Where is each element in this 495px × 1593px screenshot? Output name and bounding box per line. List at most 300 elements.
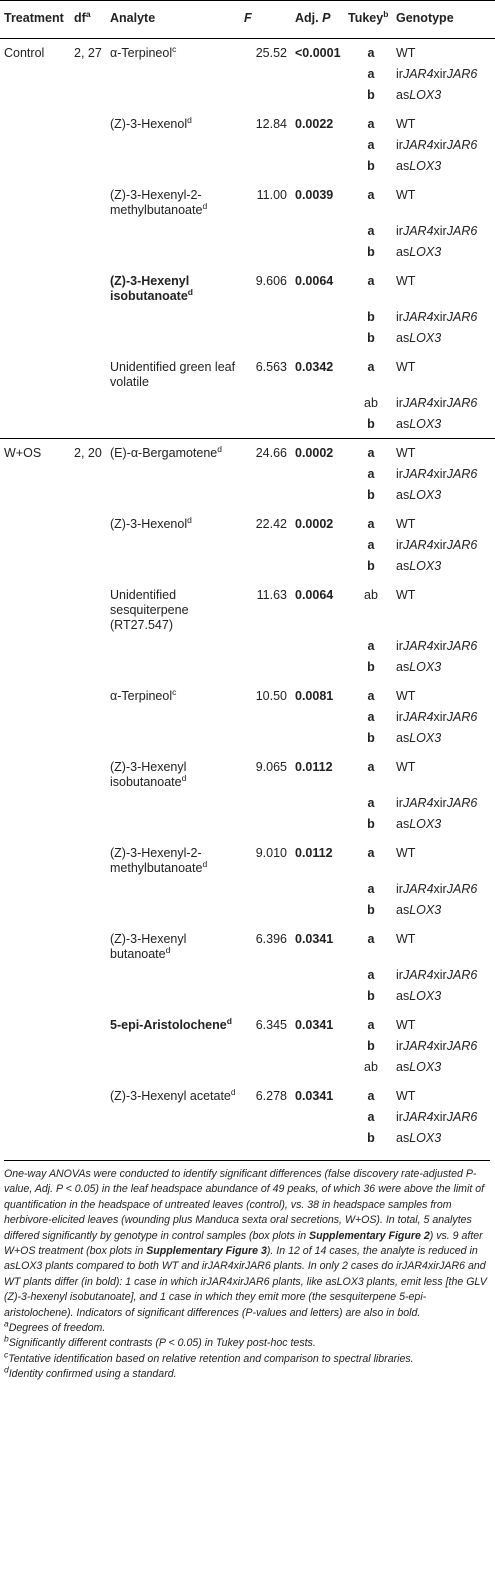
tukey-cell [348, 986, 394, 1010]
tukey-letter: b [367, 989, 375, 1003]
genotype-cell [394, 681, 495, 707]
genotype-cell [394, 485, 495, 509]
genotype-xir: xir [433, 968, 447, 982]
adj-p-cell [292, 728, 348, 752]
genotype-jar6: JAR6 [446, 467, 478, 481]
analyte-cell [110, 1057, 244, 1081]
genotype-cell [394, 109, 495, 135]
analyte-cell [110, 393, 244, 414]
genotype-as-prefix: as [396, 559, 410, 573]
analyte-name: (Z)-3-Hexenyl isobutanoate [110, 274, 190, 303]
genotype-lox3: LOX3 [409, 559, 442, 573]
tukey-letter: a [367, 360, 375, 374]
analyte-footnote-mark: c [172, 43, 177, 54]
adj-p-cell [292, 439, 348, 465]
footnote [4, 1349, 490, 1367]
f-value: 9.010 [255, 846, 287, 860]
table-row [0, 414, 495, 439]
adj-p-cell [292, 1010, 348, 1036]
adj-p-cell [292, 657, 348, 681]
f-value-cell [244, 728, 292, 752]
notes-main: One-way ANOVAs were conducted to identify significant differences (false discovery rate-adjusted P-value, Adj. P < 0.05) in the leaf headspace abundance of 49 peaks, of which 36 were above the limit of quantification in the headspace of untreated leaves (control), vs. 38 in headspace samples from herbivore-elicited leaves (wounding plus Manduca sexta oral secretions, W+OS). In total, 5 analytes differed significantly by genotype in control samples (box plots in Supplementary Figure 2) vs. 9 after W+OS treatment (box plots in Supplementary Figure 3). In 12 of 14 cases, the analyte is reduced in asLOX3 plants compared to both WT and irJAR4xirJAR6 plants. In only 2 cases do irJAR4xirJAR6 and WT plants differ (in bold): 1 case in which irJAR4xirJAR6 plants, like asLOX3 plants, emit less [the GLV (Z)-3-hexenyl isobutanoate], and 1 case in which they emit more (the sesquiterpene 5-epi-aristolochene). Indicators of significant differences (P-values and letters) are also in bold. [4, 1168, 487, 1319]
treatment-cell [0, 986, 74, 1010]
genotype-ir-prefix: ir [396, 968, 403, 982]
analyte-name: Unidentified sesquiterpene (RT27.547) [110, 588, 189, 632]
genotype-lox3: LOX3 [409, 417, 442, 431]
f-value-cell [244, 221, 292, 242]
f-value-cell [244, 180, 292, 221]
supplementary-figure-2-ref: Supplementary Figure 2 [309, 1229, 430, 1242]
df-cell [74, 328, 110, 352]
tukey-letter: b [367, 817, 375, 831]
genotype-cell [394, 509, 495, 535]
genotype-cell [394, 900, 495, 924]
tukey-cell [348, 879, 394, 900]
treatment-cell [0, 657, 74, 681]
f-value-cell [244, 439, 292, 465]
analyte-name: (E)-α-Bergamotene [110, 446, 218, 460]
genotype-jar4: JAR4 [402, 796, 434, 810]
f-value-cell [244, 1036, 292, 1057]
adj-p-value: 0.0081 [295, 689, 334, 703]
adj-p-cell [292, 64, 348, 85]
f-value: 12.84 [255, 117, 287, 131]
genotype-lox3: LOX3 [409, 88, 442, 102]
tukey-cell [348, 707, 394, 728]
genotype-wt: WT [396, 588, 416, 602]
table-row [0, 1057, 495, 1081]
f-value: 6.396 [255, 932, 287, 946]
footnote [4, 1364, 490, 1382]
tukey-letter: b [367, 1131, 375, 1145]
tukey-letter: a [367, 467, 375, 481]
tukey-cell [348, 464, 394, 485]
df-value: 2, 27 [74, 46, 102, 60]
genotype-xir: xir [433, 138, 447, 152]
f-value-cell [244, 328, 292, 352]
treatment-cell [0, 180, 74, 221]
tukey-cell [348, 965, 394, 986]
genotype-jar4: JAR4 [402, 639, 434, 653]
table-row [0, 352, 495, 393]
genotype-ir-prefix: ir [396, 467, 403, 481]
adj-p-cell [292, 85, 348, 109]
genotype-wt: WT [396, 1018, 416, 1032]
treatment-cell [0, 752, 74, 793]
treatment-cell [0, 39, 74, 65]
genotype-cell [394, 221, 495, 242]
f-value-cell [244, 814, 292, 838]
tukey-letter: a [367, 710, 375, 724]
treatment-cell [0, 352, 74, 393]
genotype-xir: xir [433, 310, 447, 324]
treatment-cell [0, 681, 74, 707]
table-row [0, 838, 495, 879]
treatment-cell [0, 439, 74, 465]
tukey-cell [348, 352, 394, 393]
df-cell [74, 1036, 110, 1057]
f-value-cell [244, 900, 292, 924]
analyte-name: α-Terpineol [110, 46, 173, 60]
genotype-xir: xir [433, 882, 447, 896]
genotype-xir: xir [433, 538, 447, 552]
header-df: $df^a$ [74, 1, 110, 39]
genotype-wt: WT [396, 517, 416, 531]
tukey-letter: b [367, 310, 375, 324]
genotype-cell [394, 393, 495, 414]
f-value-cell [244, 556, 292, 580]
genotype-cell [394, 1081, 495, 1107]
analyte-footnote-mark: d [202, 200, 208, 211]
analyte-cell [110, 135, 244, 156]
genotype-cell [394, 1057, 495, 1081]
treatment-cell [0, 965, 74, 986]
df-cell [74, 838, 110, 879]
f-value-cell [244, 707, 292, 728]
analyte-name: α-Terpineol [110, 689, 173, 703]
table-row [0, 109, 495, 135]
analyte-footnote-mark: d [165, 944, 171, 955]
genotype-cell [394, 556, 495, 580]
table-row [0, 307, 495, 328]
treatment-cell [0, 793, 74, 814]
df-cell [74, 752, 110, 793]
table-row [0, 180, 495, 221]
tukey-letter: a [367, 689, 375, 703]
tukey-cell [348, 752, 394, 793]
genotype-cell [394, 793, 495, 814]
adj-p-cell [292, 307, 348, 328]
tukey-cell [348, 838, 394, 879]
adj-p-cell [292, 556, 348, 580]
tukey-cell [348, 156, 394, 180]
analyte-cell [110, 156, 244, 180]
tukey-cell [348, 393, 394, 414]
table-row [0, 85, 495, 109]
tukey-cell [348, 485, 394, 509]
analyte-cell [110, 109, 244, 135]
tukey-letter: a [367, 968, 375, 982]
df-cell [74, 924, 110, 965]
genotype-wt: WT [396, 117, 416, 131]
tukey-letter: ab [364, 396, 378, 410]
adj-p-cell [292, 986, 348, 1010]
adj-p-value: 0.0341 [295, 932, 334, 946]
genotype-as-prefix: as [396, 1131, 410, 1145]
analyte-name: Unidentified green leaf volatile [110, 360, 236, 389]
genotype-cell [394, 814, 495, 838]
table-row [0, 439, 495, 465]
genotype-cell [394, 636, 495, 657]
adj-p-cell [292, 1081, 348, 1107]
df-cell [74, 879, 110, 900]
tukey-letter: b [367, 417, 375, 431]
genotype-jar6: JAR6 [446, 538, 478, 552]
treatment-cell [0, 728, 74, 752]
f-value-cell [244, 965, 292, 986]
tukey-cell [348, 85, 394, 109]
genotype-ir-prefix: ir [396, 67, 403, 81]
f-value-cell [244, 307, 292, 328]
genotype-cell [394, 64, 495, 85]
genotype-ir-prefix: ir [396, 710, 403, 724]
genotype-jar6: JAR6 [446, 1039, 478, 1053]
tukey-letter: a [367, 117, 375, 131]
tukey-cell [348, 414, 394, 439]
df-cell [74, 39, 110, 65]
genotype-wt: WT [396, 446, 416, 460]
genotype-cell [394, 924, 495, 965]
df-cell [74, 1057, 110, 1081]
genotype-as-prefix: as [396, 660, 410, 674]
table-row [0, 156, 495, 180]
treatment-cell [0, 1081, 74, 1107]
tukey-letter: a [367, 760, 375, 774]
df-cell [74, 64, 110, 85]
analyte-cell [110, 39, 244, 65]
f-value-cell [244, 266, 292, 307]
analyte-cell [110, 509, 244, 535]
tukey-letter: b [367, 488, 375, 502]
analyte-cell [110, 307, 244, 328]
f-value-cell [244, 509, 292, 535]
analyte-cell [110, 556, 244, 580]
table-row [0, 681, 495, 707]
adj-p-cell [292, 180, 348, 221]
genotype-as-prefix: as [396, 488, 410, 502]
df-cell [74, 681, 110, 707]
f-value-cell [244, 752, 292, 793]
treatment-cell [0, 509, 74, 535]
tukey-letter: b [367, 331, 375, 345]
tukey-letter: a [367, 188, 375, 202]
table-header-row [0, 1, 495, 39]
genotype-cell [394, 439, 495, 465]
analyte-cell [110, 221, 244, 242]
treatment-cell [0, 900, 74, 924]
analyte-footnote-mark: d [187, 514, 192, 525]
f-value-cell [244, 580, 292, 636]
adj-p-value: 0.0064 [295, 274, 334, 288]
genotype-lox3: LOX3 [409, 660, 442, 674]
f-value-cell [244, 352, 292, 393]
f-value-cell [244, 1057, 292, 1081]
treatment-cell [0, 707, 74, 728]
analyte-footnote-mark: d [226, 1015, 232, 1026]
genotype-cell [394, 85, 495, 109]
adj-p-cell [292, 221, 348, 242]
table-row [0, 1128, 495, 1152]
analyte-cell [110, 1081, 244, 1107]
analyte-cell [110, 180, 244, 221]
table-row [0, 707, 495, 728]
table-row [0, 328, 495, 352]
f-value-cell [244, 135, 292, 156]
tukey-letter: b [367, 660, 375, 674]
genotype-jar6: JAR6 [446, 710, 478, 724]
genotype-cell [394, 1107, 495, 1128]
adj-p-cell [292, 393, 348, 414]
footnote-mark: b [4, 1333, 9, 1344]
adj-p-value: 0.0342 [295, 360, 334, 374]
tukey-letter: a [367, 1110, 375, 1124]
genotype-cell [394, 838, 495, 879]
adj-p-value: 0.0341 [295, 1018, 334, 1032]
df-cell [74, 657, 110, 681]
df-cell [74, 728, 110, 752]
footnotes [4, 1318, 490, 1383]
genotype-as-prefix: as [396, 903, 410, 917]
genotype-xir: xir [433, 224, 447, 238]
f-value-cell [244, 1081, 292, 1107]
tukey-cell [348, 328, 394, 352]
genotype-as-prefix: as [396, 417, 410, 431]
tukey-cell [348, 439, 394, 465]
genotype-lox3: LOX3 [409, 903, 442, 917]
analyte-cell [110, 752, 244, 793]
tukey-cell [348, 242, 394, 266]
tukey-cell [348, 307, 394, 328]
tukey-letter: a [367, 138, 375, 152]
df-cell [74, 814, 110, 838]
tukey-letter: a [367, 932, 375, 946]
tukey-cell [348, 509, 394, 535]
analyte-cell [110, 535, 244, 556]
genotype-cell [394, 965, 495, 986]
genotype-cell [394, 1128, 495, 1152]
genotype-as-prefix: as [396, 731, 410, 745]
analyte-cell [110, 1010, 244, 1036]
treatment-label: Control [4, 46, 45, 60]
f-value: 22.42 [255, 517, 287, 531]
f-value-cell [244, 924, 292, 965]
f-value: 11.00 [256, 188, 287, 202]
tukey-cell [348, 109, 394, 135]
f-value: 10.50 [255, 689, 287, 703]
df-cell [74, 85, 110, 109]
treatment-cell [0, 135, 74, 156]
f-value: 6.345 [255, 1018, 287, 1032]
table-row [0, 556, 495, 580]
adj-p-cell [292, 707, 348, 728]
treatment-cell [0, 1010, 74, 1036]
analyte-cell [110, 414, 244, 439]
df-cell [74, 986, 110, 1010]
adj-p-cell [292, 485, 348, 509]
treatment-cell [0, 221, 74, 242]
tukey-cell [348, 580, 394, 636]
analyte-footnote-mark: d [187, 114, 192, 125]
adj-p-value: 0.0039 [295, 188, 334, 202]
header-treatment: Treatment [0, 1, 74, 39]
genotype-lox3: LOX3 [409, 245, 442, 259]
df-cell [74, 965, 110, 986]
genotype-cell [394, 879, 495, 900]
adj-p-value: 0.0022 [295, 117, 334, 131]
genotype-ir-prefix: ir [396, 310, 403, 324]
genotype-jar6: JAR6 [446, 968, 478, 982]
tukey-cell [348, 39, 394, 65]
genotype-as-prefix: as [396, 159, 410, 173]
table-row [0, 986, 495, 1010]
treatment-cell [0, 464, 74, 485]
analyte-cell [110, 681, 244, 707]
df-cell [74, 485, 110, 509]
genotype-as-prefix: as [396, 88, 410, 102]
treatment-cell [0, 64, 74, 85]
f-value: 9.065 [255, 760, 287, 774]
f-value-cell [244, 393, 292, 414]
table-row [0, 636, 495, 657]
genotype-cell [394, 266, 495, 307]
f-value-cell [244, 636, 292, 657]
genotype-cell [394, 352, 495, 393]
table-row [0, 221, 495, 242]
analyte-cell [110, 657, 244, 681]
table-row [0, 1036, 495, 1057]
table-row [0, 1081, 495, 1107]
df-cell [74, 464, 110, 485]
genotype-ir-prefix: ir [396, 224, 403, 238]
tukey-cell [348, 1036, 394, 1057]
genotype-jar6: JAR6 [446, 310, 478, 324]
adj-p-cell [292, 1036, 348, 1057]
genotype-xir: xir [433, 710, 447, 724]
analyte-cell [110, 986, 244, 1010]
df-cell [74, 900, 110, 924]
adj-p-cell [292, 266, 348, 307]
tukey-letter: a [367, 639, 375, 653]
genotype-jar6: JAR6 [446, 639, 478, 653]
table-row [0, 1107, 495, 1128]
treatment-cell [0, 535, 74, 556]
tukey-letter: ab [364, 1060, 378, 1074]
analyte-name: (Z)-3-Hexenol [110, 117, 188, 131]
tukey-cell [348, 1128, 394, 1152]
f-value-cell [244, 1010, 292, 1036]
header-analyte: Analyte [110, 1, 244, 39]
header-genotype: Genotype [394, 1, 495, 39]
treatment-cell [0, 85, 74, 109]
treatment-cell [0, 266, 74, 307]
genotype-lox3: LOX3 [409, 488, 442, 502]
treatment-cell [0, 1107, 74, 1128]
treatment-cell [0, 242, 74, 266]
treatment-cell [0, 307, 74, 328]
adj-p-cell [292, 838, 348, 879]
tukey-cell [348, 814, 394, 838]
genotype-lox3: LOX3 [409, 989, 442, 1003]
f-value: 6.563 [255, 360, 287, 374]
genotype-wt: WT [396, 689, 416, 703]
genotype-jar4: JAR4 [402, 224, 434, 238]
adj-p-cell [292, 965, 348, 986]
analyte-name: (Z)-3-Hexenyl butanoate [110, 932, 187, 961]
adj-p-value: 0.0002 [295, 446, 334, 460]
df-cell [74, 393, 110, 414]
genotype-cell [394, 135, 495, 156]
genotype-cell [394, 728, 495, 752]
adj-p-value: 0.0002 [295, 517, 334, 531]
header-f: F [244, 1, 292, 39]
genotype-as-prefix: as [396, 331, 410, 345]
analyte-cell [110, 636, 244, 657]
genotype-lox3: LOX3 [409, 1131, 442, 1145]
analyte-cell [110, 85, 244, 109]
adj-p-cell [292, 109, 348, 135]
analyte-cell [110, 728, 244, 752]
treatment-cell [0, 924, 74, 965]
